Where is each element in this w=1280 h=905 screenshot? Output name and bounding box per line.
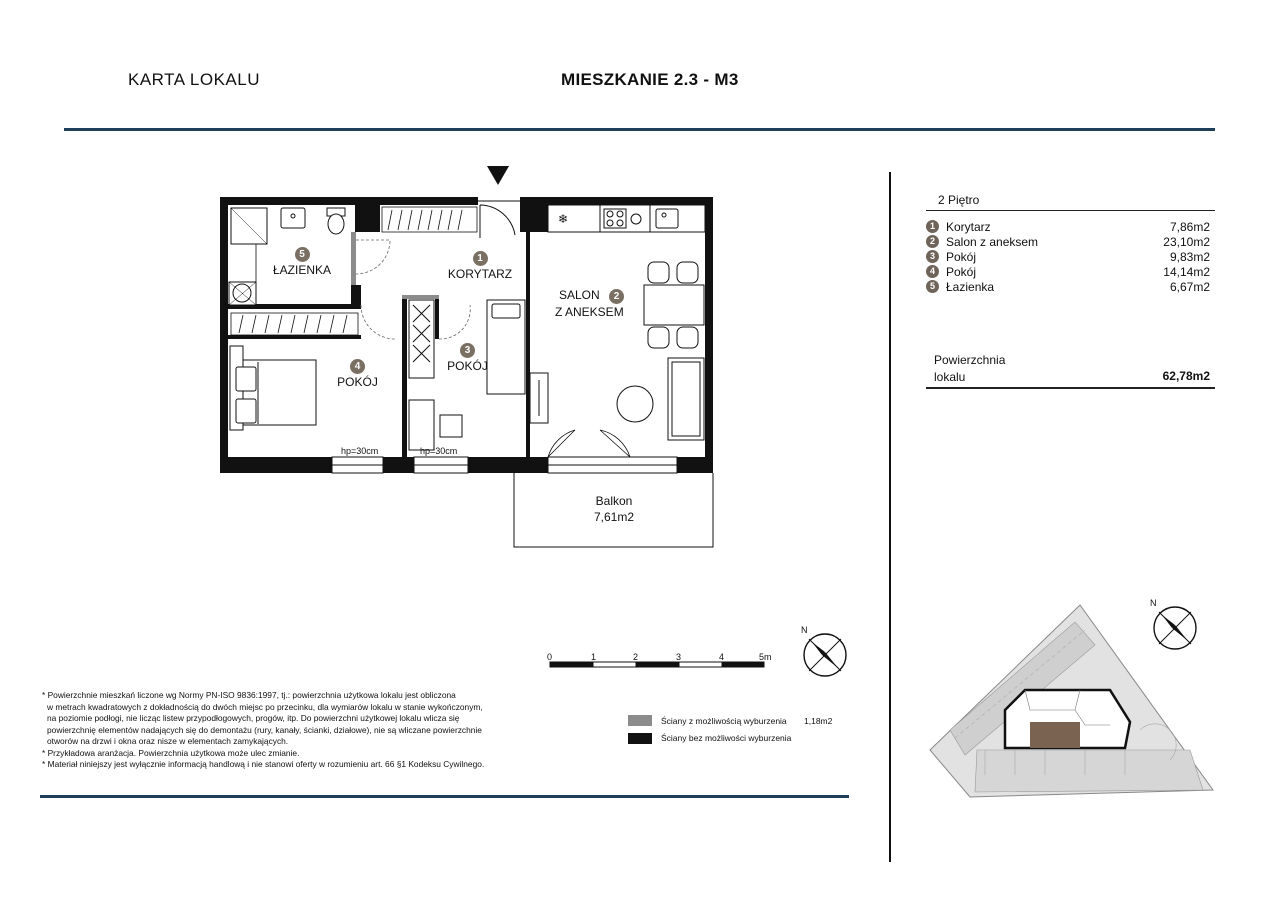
- compass-north-label: N: [801, 625, 808, 635]
- scale-tick: 1: [591, 652, 597, 662]
- kitchen: [548, 205, 705, 232]
- room-number-badge: 2: [926, 235, 939, 248]
- room-name: ŁAZIENKA: [272, 263, 332, 277]
- room-name: Salon z aneksem: [946, 235, 1039, 249]
- room-area: 23,10m2: [1163, 235, 1210, 249]
- room-label-room3: [440, 341, 495, 374]
- window-sill-height: hp=30cm: [420, 446, 458, 456]
- entry-door: [478, 201, 520, 238]
- apartment-location-highlight: [1030, 722, 1080, 748]
- room-area: 9,83m2: [1169, 250, 1210, 264]
- room-name: Pokój: [946, 250, 977, 264]
- note-line: * Powierzchnie mieszkań liczone wg Normy PN-ISO 9836:1997, tj.: powierzchnia użytkowa lokalu jest obliczona: [42, 690, 456, 700]
- room-area: 7,86m2: [1169, 220, 1210, 234]
- compass-icon: [800, 630, 850, 680]
- disclaimer-notes: [42, 690, 562, 771]
- total-area-label-line2: lokalu: [934, 370, 966, 384]
- legend-label-permanent: Ściany bez możliwości wyburzenia: [661, 733, 792, 743]
- entrance-arrow-icon: [487, 166, 509, 185]
- room-name: POKÓJ: [337, 375, 378, 389]
- scale-tick: 3: [676, 652, 682, 662]
- svg-text:❄: ❄: [558, 212, 569, 226]
- room-area: 14,14m2: [1163, 265, 1210, 279]
- bedroom-wardrobe: [231, 313, 358, 335]
- room-area: 6,67m2: [1169, 280, 1210, 294]
- legend-swatch-permanent: [628, 733, 652, 744]
- balcony-name: Balkon: [595, 494, 633, 508]
- balcony-area: 7,61m2: [593, 510, 635, 524]
- legend-value-demolishable: 1,18m2: [804, 716, 833, 726]
- balcony-label: [574, 493, 654, 525]
- room-name: Korytarz: [946, 220, 991, 234]
- scale-tick: 2: [633, 652, 639, 662]
- site-compass-north-label: N: [1150, 598, 1157, 608]
- room-row: [926, 220, 1210, 235]
- room-number-badge: 4: [926, 265, 939, 278]
- room-number-badge: 5: [295, 247, 310, 262]
- site-plan-map: [925, 600, 1215, 805]
- demolishable-walls: [351, 232, 439, 299]
- corridor-wardrobe: [382, 207, 477, 232]
- room-number-badge: 1: [473, 251, 488, 266]
- legend-label-demolishable: Ściany z możliwością wyburzenia: [661, 716, 787, 726]
- room3-furniture: [409, 300, 525, 450]
- room-row: [926, 235, 1210, 250]
- double-bed: [230, 346, 316, 430]
- room-name: Pokój: [946, 265, 977, 279]
- room-number-badge: 2: [609, 289, 624, 304]
- total-area-value: 62,78m2: [1162, 369, 1210, 383]
- total-area-label: [934, 352, 1005, 386]
- note-line: na poziomie podłogi, nie licząc listew przypodłogowych, progów, itp. Do powierzchni użytkowej lokalu wlicza się: [47, 713, 460, 723]
- room-name: Łazienka: [946, 280, 995, 294]
- note-line: * Materiał niniejszy jest wyłącznie informacją handlową i nie stanowi oferty w rozumieniu art. 66 §1 Kodeksu Cywilnego.: [42, 759, 485, 769]
- room-label-living-room: [555, 287, 645, 320]
- room-name: POKÓJ: [447, 359, 488, 373]
- room-number-badge: 4: [350, 359, 365, 374]
- room-label-bathroom: [270, 245, 334, 278]
- room-number-badge: 5: [926, 280, 939, 293]
- legend-swatch-demolishable: [628, 715, 652, 726]
- room-row: [926, 280, 1210, 295]
- scale-tick: 0: [547, 652, 553, 662]
- note-line: * Przykładowa aranżacja. Powierzchnia użytkowa może ulec zmianie.: [42, 747, 300, 758]
- total-area-label-line1: Powierzchnia: [934, 353, 1006, 367]
- rooms-divider: [926, 210, 1215, 211]
- note-line: powierzchnię elementów nadających się do demontażu (rury, kanały, ścianki, działowe), nie są wliczane powierzchnie: [47, 724, 482, 735]
- scale-bar: [540, 648, 780, 672]
- floor-label: 2 Piętro: [938, 193, 980, 207]
- room-name: KORYTARZ: [447, 267, 513, 281]
- window-sill-height: hp=30cm: [341, 446, 379, 456]
- total-area-underline: [926, 387, 1215, 389]
- room-row: [926, 250, 1210, 265]
- scale-tick: 5m: [759, 652, 772, 662]
- footer-divider: [40, 795, 849, 798]
- note-line: otworów na drzwi i okna oraz nisze w elementach zamykających.: [47, 736, 289, 746]
- scale-tick: 4: [719, 652, 725, 662]
- room-label-room4: [330, 357, 385, 390]
- room-name: SALON: [559, 288, 600, 302]
- room-row: [926, 265, 1210, 280]
- room-number-badge: 3: [460, 343, 475, 358]
- apartment-title: MIESZKANIE 2.3 - M3: [561, 70, 739, 89]
- room-number-badge: 3: [926, 250, 939, 263]
- document-subtitle: KARTA LOKALU: [128, 70, 260, 89]
- room-number-badge: 1: [926, 220, 939, 233]
- note-line: w metrach kwadratowych z dokładnością do dwóch miejsc po przecinku, dla wymiarów lokalu w stanie wykończonym,: [47, 701, 483, 712]
- room-name-line2: Z ANEKSEM: [555, 305, 624, 319]
- room-label-corridor: [444, 249, 516, 282]
